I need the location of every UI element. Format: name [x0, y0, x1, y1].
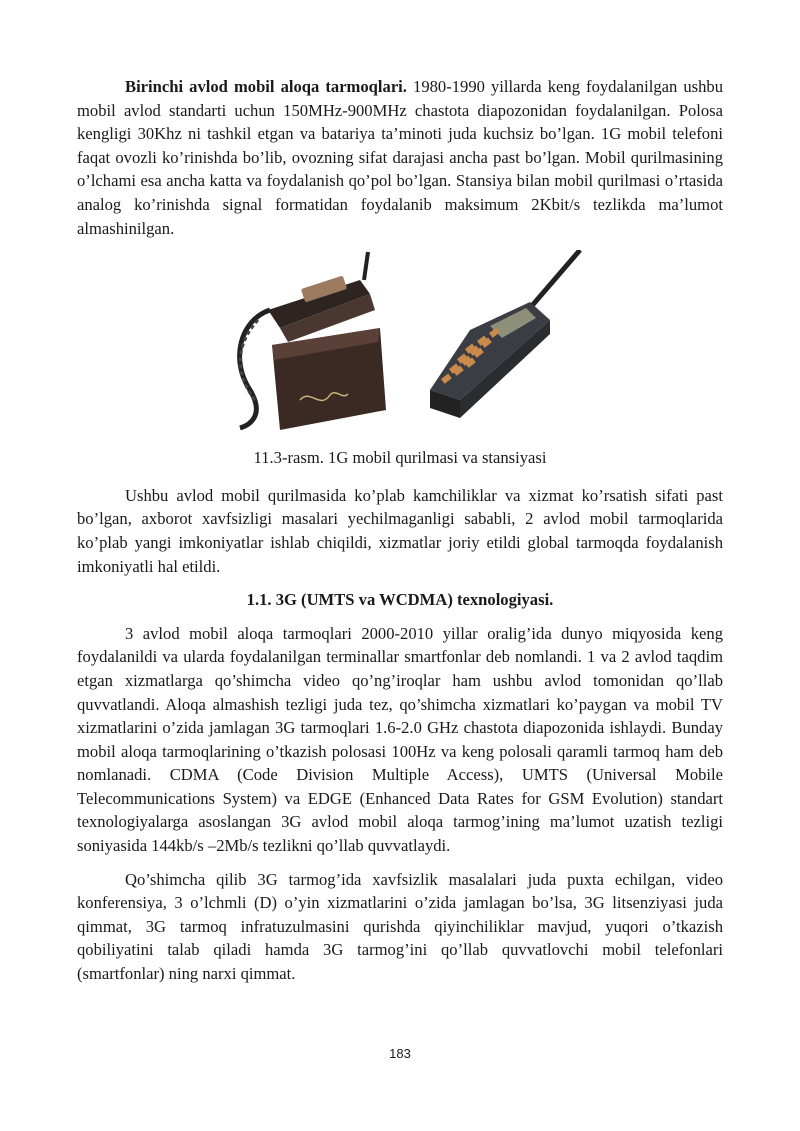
paragraph-lead: Birinchi avlod mobil aloqa tarmoqlari. — [125, 77, 407, 96]
figure-1g-devices — [77, 250, 723, 440]
handheld-phone — [430, 250, 580, 418]
paragraph-1g-intro — [77, 75, 723, 240]
section-heading: 1.1. 3G (UMTS va WCDMA) texnologiyasi. — [246, 590, 554, 610]
paragraph-4: Qo’shimcha qilib 3G tarmog’ida xavfsizlik masalalari juda puxta echilgan, video konferensiya, 3 o’lchmli (D) o’yin xizmatlarini o’zida jamlagan bo’lsa, 3G litsenziyasi juda qimmat, 3G tarmoq infratuzulmasini qurishda qiyinchiliklar mavjud, yuqori o’tkazish qobiliyatini talab qiladi hamda 3G tarmog’ini qo’llab quvvatlovchi mobil telefonlari (smartfonlar) ning narxi qimmat. — [77, 869, 723, 984]
page-content — [77, 75, 723, 996]
phone-illustration — [210, 250, 590, 440]
page-number: 183 — [389, 1046, 411, 1061]
paragraph-2: Ushbu avlod mobil qurilmasida ko’plab kamchiliklar va xizmat ko’rsatish sifati past bo’lgan, axborot xavfsizligi masalari yechilmaganligi sababli, 2 avlod mobil tarmoqlarida ko’plab yangi imkoniyatlar ishlab chiqildi, xizmatlar joriy etildi global tarmoqda foydalanish imkoniyatli hal etildi. — [77, 485, 723, 576]
bag-phone-station — [240, 252, 386, 430]
paragraph-text: 1980-1990 yillarda keng foydalanilgan ushbu mobil avlod standarti uchun 150MHz-900MHz chastota diapozonidan foydalanilgan. Polosa kengligi 30Khz ni tashkil etgan va batariya ta’minoti juda kuchsiz bo’lgan. 1G mobil telefoni faqat ovozli ko’rinishda bo’lib, ovozning sifat darajasi ancha past bo’lgan. Mobil qurilmasining o’lchami esa ancha katta va foydalanish qo’pol bo’lgan. Stansiya bilan mobil qurilmasi o’rtasida analog ko’rinishda signal formatidan foydalanib maksimum 2Kbit/s tezlikda ma’lumot almashinilgan. — [77, 77, 723, 238]
figure-caption: 11.3-rasm. 1G mobil qurilmasi va stansiyasi — [253, 448, 547, 468]
paragraph-3: 3 avlod mobil aloqa tarmoqlari 2000-2010 yillar oralig’ida dunyo miqyosida keng foydalanildi va ularda foydalanilgan terminallar smartfonlar deb nomlandi. 1 va 2 avlod taqdim etgan xizmatlarga qo’shimcha video qo’ng’iroqlar ham ushbu avlod tomonidan qo’llab quvvatlandi. Aloqa almashish tezligi juda tez, qo’shimcha xizmatlari ko’paygan va mobil TV xizmatlarini o’zida jamlagan 3G tarmoqlari 1.6-2.0 GHz chastota diapozonida ishlaydi. Bunday mobil aloqa tarmoqlarining o’tkazish polosasi 100Hz va keng polosali qaramli tarmoq ham deb nomlanadi. CDMA (Code Division Multiple Access), UMTS (Universal Mobile Telecommunications System) va EDGE (Enhanced Data Rates for GSM Evolution) standart texnologiyalarga asoslangan 3G avlod mobil aloqa tarmog’ining ma’lumot uzatish tezligi soniyasida 144kb/s –2Mb/s tezlikni qo’llab quvvatlaydi. — [77, 623, 723, 856]
